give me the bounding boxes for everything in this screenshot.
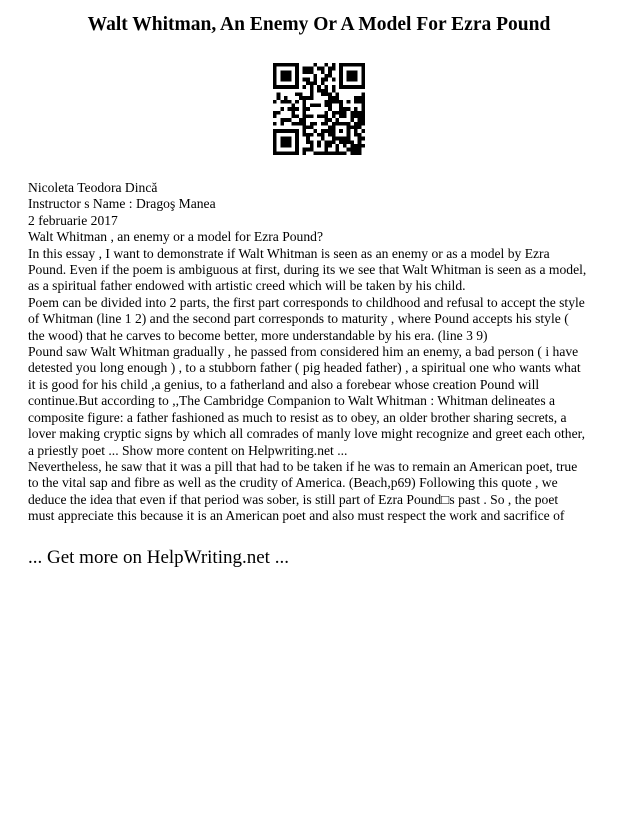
text-line: continue.But according to ,,The Cambridge Companion to Walt Whitman : Whitman delineates a bbox=[28, 393, 556, 409]
author-line: Nicoleta Teodora Dincă bbox=[28, 180, 158, 195]
text-line: it is good for his child ,a genius, to a fatherland and also a forebear whose creation Pound will bbox=[28, 376, 540, 392]
text-line: as a spiritual father endowed with artistic creed which will be taken by his child. bbox=[28, 278, 466, 294]
qr-code-icon bbox=[273, 63, 365, 155]
essay-body bbox=[28, 180, 614, 525]
text-line: In this essay , I want to demonstrate if Walt Whitman is seen as an enemy or as a model by Ezra bbox=[28, 245, 550, 261]
text-line: lover making cryptic signs by which all comrades of manly love might recognize and greet each other, bbox=[28, 426, 585, 442]
text-line: must appreciate this because it is an American poet and also must respect the work and sacrifice of bbox=[28, 508, 565, 524]
show-more-line: a priestly poet ... Show more content on Helpwriting.net ... bbox=[28, 442, 348, 458]
text-line: detested you long enough ) , to a stubborn father ( pig headed father) , a spiritual one who wants what bbox=[28, 360, 581, 376]
text-line: of Whitman (line 1 2) and the second part corresponds to maturity , where Pound accepts his style ( bbox=[28, 311, 569, 327]
text-line: composite figure: a father fashioned as much to resist as to obey, an older brother sharing secrets, a bbox=[28, 409, 567, 425]
text-line: the wood) that he carves to become better, more understandable by his era. (line 3 9) bbox=[28, 327, 488, 343]
text-line: Nevertheless, he saw that it was a pill that had to be taken if he was to remain an American poet, true bbox=[28, 458, 578, 474]
get-more-link[interactable]: ... Get more on HelpWriting.net ... bbox=[28, 547, 289, 568]
text-line: Poem can be divided into 2 parts, the first part corresponds to childhood and refusal to accept the style bbox=[28, 294, 585, 310]
text-line: to the vital sap and fibre as well as the crudity of America. (Beach,p69) Following this quote , we bbox=[28, 475, 558, 491]
date-line: 2 februarie 2017 bbox=[28, 212, 118, 228]
page-title: Walt Whitman, An Enemy Or A Model For Ezra Pound bbox=[87, 14, 551, 35]
text-line: Pound. Even if the poem is ambiguous at first, during its we see that Walt Whitman is seen as a model, bbox=[28, 262, 587, 278]
text-line: deduce the idea that even if that period was sober, is still part of Ezra Pound□s past . So , the poet bbox=[28, 491, 559, 507]
essay-heading: Walt Whitman , an enemy or a model for Ezra Pound? bbox=[28, 229, 323, 245]
instructor-line: Instructor s Name : Dragoş Manea bbox=[28, 196, 216, 212]
text-line: Pound saw Walt Whitman gradually , he passed from considered him an enemy, a bad person ( i have bbox=[28, 344, 579, 360]
